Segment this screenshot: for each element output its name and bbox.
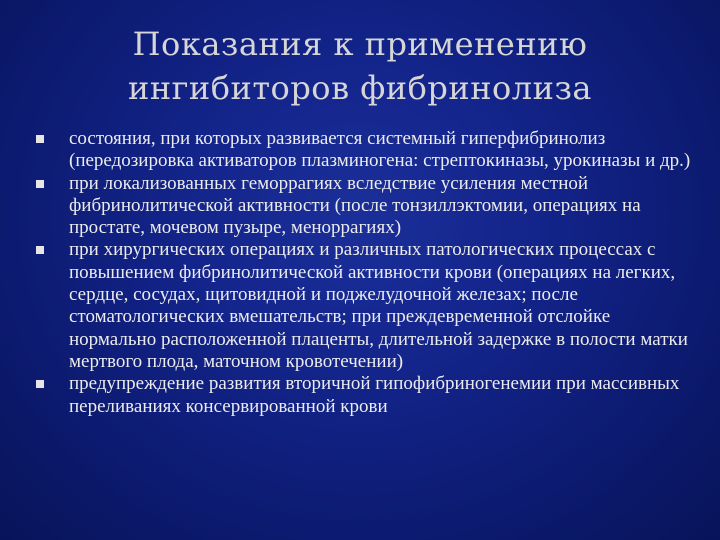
slide-title-line-2: ингибиторов фибринолиза	[128, 69, 592, 107]
slide-title-line-1: Показания к применению	[132, 25, 588, 63]
list-item-text: при локализованных геморрагиях вследствие усиления местной фибринолитической активности (после тонзиллэктомии, операциях на простате, мочевом пузыре, меноррагиях)	[69, 172, 641, 239]
list-item	[36, 239, 696, 373]
square-bullet-icon	[36, 135, 44, 143]
list-item-text: состояния, при которых развивается системный гиперфибринолиз (передозировка активаторов плазминогена: стрептокиназы, урокиназы и др.)	[69, 128, 691, 172]
list-item	[36, 373, 696, 418]
square-bullet-icon	[36, 246, 44, 254]
list-item	[36, 128, 696, 173]
list-item	[36, 173, 696, 240]
list-item-text: при хирургических операциях и различных патологических процессах с повышением фибринолитической активности крови (операциях на легких, сердце, сосудах, щитовидной и поджелудочной железах; после стоматологических вмешательств; при преждевременной отслойке нормально расположенной плаценты, длительной задержке в полости матки мертвого плода, маточном кровотечении)	[69, 239, 688, 372]
slide-title	[60, 22, 660, 110]
square-bullet-icon	[36, 380, 44, 388]
bullet-list	[36, 128, 696, 418]
list-item-text: предупреждение развития вторичной гипофибриногенемии при массивных переливаниях консервированной крови	[69, 373, 680, 417]
square-bullet-icon	[36, 180, 44, 188]
